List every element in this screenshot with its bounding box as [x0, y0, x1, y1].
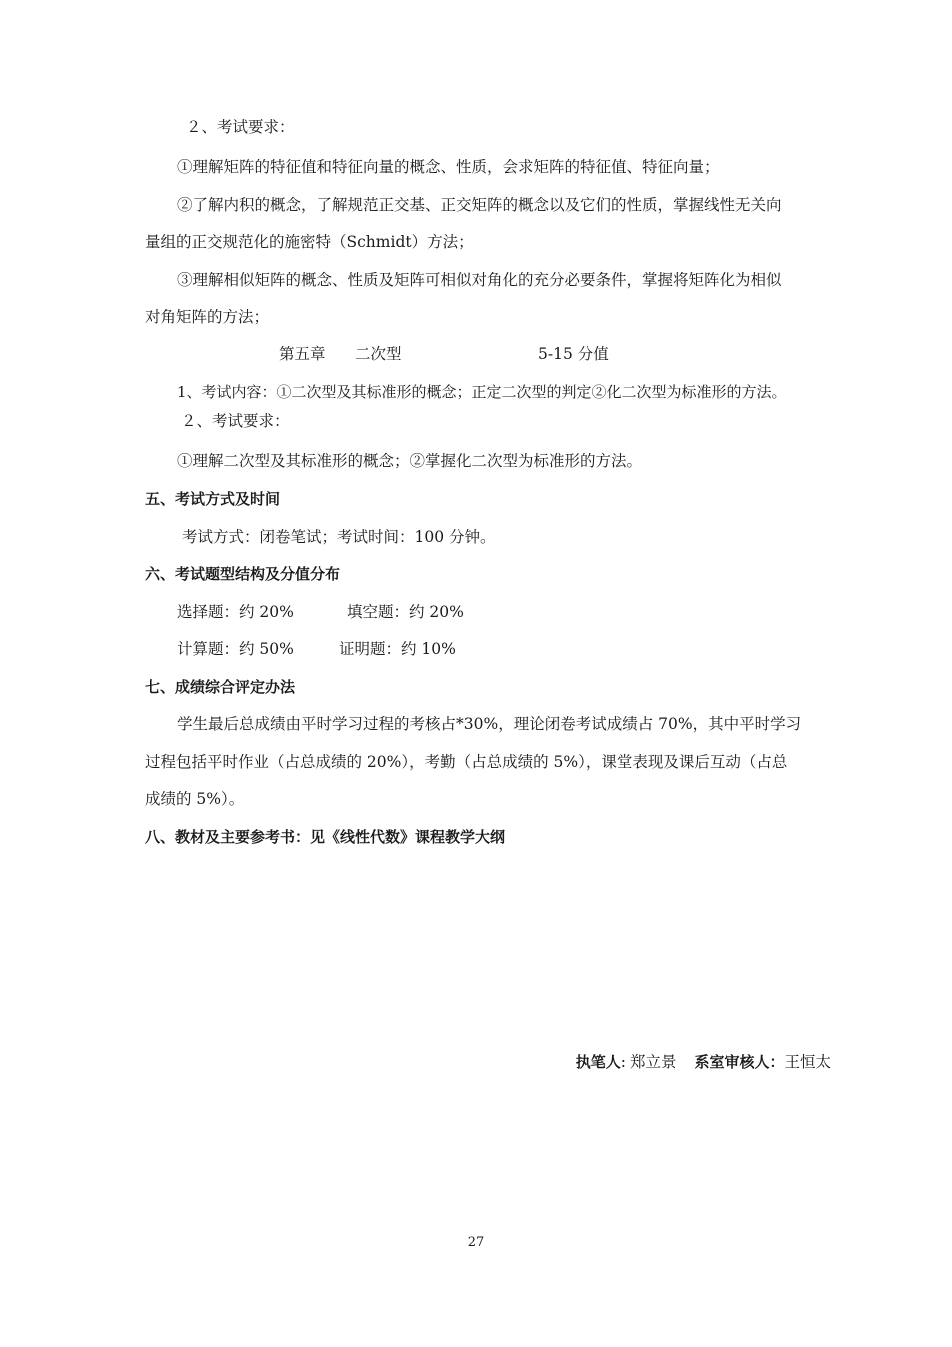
- section-8-heading: 八、教材及主要参考书：见《线性代数》课程教学大纲: [145, 828, 506, 846]
- grading-line-3: 成绩的 5%）。: [145, 790, 245, 808]
- section-6-heading: 六、考试题型结构及分值分布: [145, 565, 341, 583]
- proof-questions: 证明题：约 10%: [339, 640, 456, 658]
- requirement-2-line-1: ②了解内积的概念，了解规范正交基、正交矩阵的概念以及它们的性质，掌握线性无关向: [177, 196, 782, 214]
- reviewer-label: 系室审核人：: [694, 1053, 785, 1071]
- requirement-2-line-2: 量组的正交规范化的施密特（Schmidt）方法；: [145, 233, 474, 251]
- author-name: 郑立景: [629, 1053, 677, 1071]
- signature-line: [576, 1052, 831, 1072]
- requirement-3-line-2: 对角矩阵的方法；: [145, 308, 270, 326]
- page-number: 27: [467, 1235, 485, 1250]
- chapter-content: 1、考试内容：①二次型及其标准形的概念；正定二次型的判定②化二次型为标准形的方法。: [177, 383, 787, 401]
- grading-line-1: 学生最后总成绩由平时学习过程的考核占*30%，理论闭卷考试成绩占 70%，其中平时学习: [177, 715, 802, 733]
- author-separator: :: [620, 1053, 626, 1071]
- chapter-requirement: ①理解二次型及其标准形的概念；②掌握化二次型为标准形的方法。: [177, 452, 643, 470]
- chapter-score: 5-15 分值: [538, 345, 609, 363]
- reviewer-name: 王恒太: [784, 1053, 831, 1071]
- author-label: 执笔人: [575, 1053, 621, 1071]
- section-7-heading: 七、成绩综合评定办法: [145, 678, 296, 696]
- requirement-1: ①理解矩阵的特征值和特征向量的概念、性质，会求矩阵的特征值、特征向量；: [177, 158, 720, 176]
- choice-questions: 选择题：约 20%: [177, 603, 294, 621]
- calculation-questions: 计算题：约 50%: [177, 640, 294, 658]
- chapter-number: 第五章: [279, 345, 326, 363]
- grading-line-2: 过程包括平时作业（占总成绩的 20%），考勤（占总成绩的 5%），课堂表现及课后互动（占总: [145, 753, 788, 771]
- requirement-3-line-1: ③理解相似矩阵的概念、性质及矩阵可相似对角化的充分必要条件，掌握将矩阵化为相似: [177, 271, 782, 289]
- section-5-heading: 五、考试方式及时间: [145, 490, 281, 508]
- exam-format-text: 考试方式：闭卷笔试；考试时间：100 分钟。: [182, 528, 496, 546]
- chapter-requirements-title: ２、考试要求：: [181, 412, 290, 430]
- chapter-name: 二次型: [355, 345, 402, 363]
- exam-requirements-title: ２、考试要求：: [186, 118, 295, 136]
- fill-questions: 填空题：约 20%: [347, 603, 464, 621]
